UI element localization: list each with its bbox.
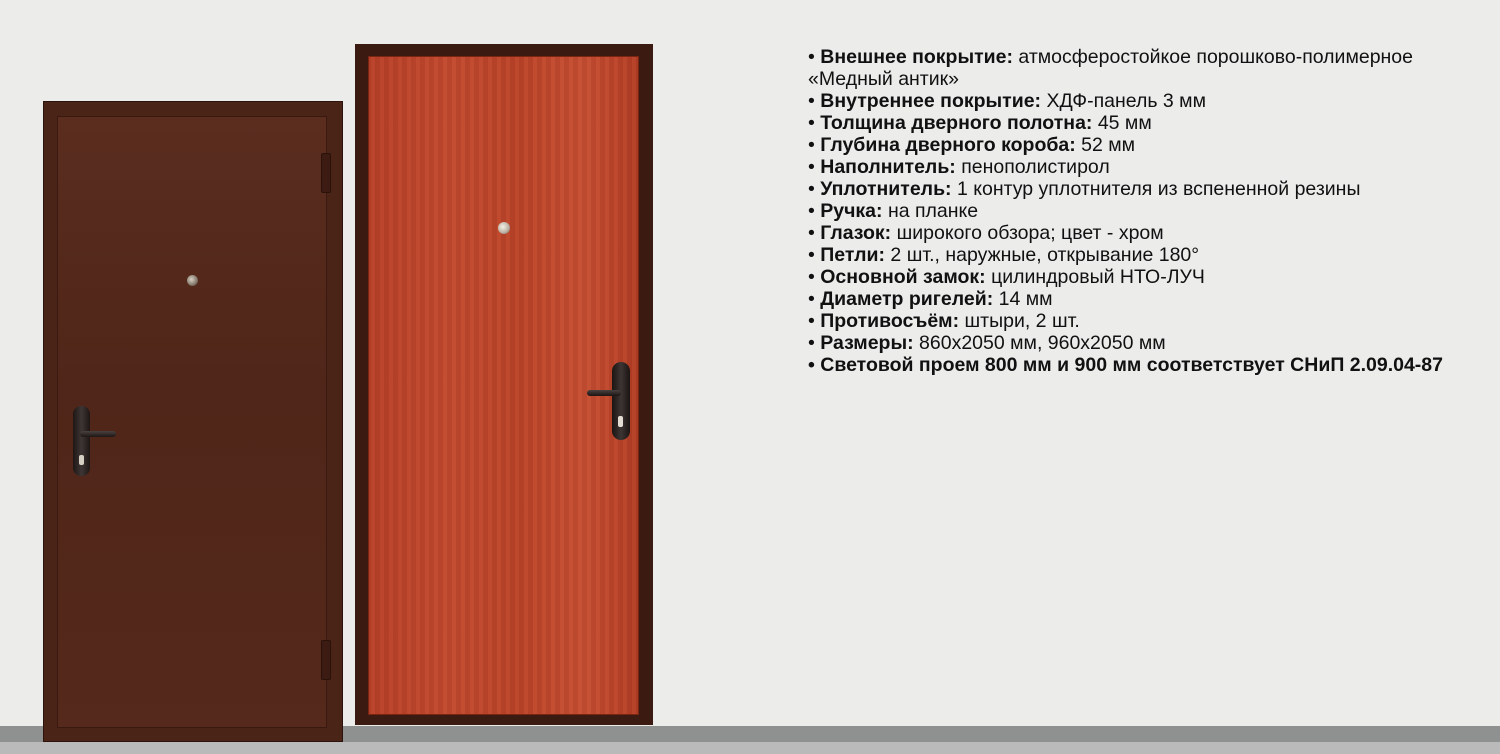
spec-label: Внешнее покрытие: [820,46,1013,68]
hinge-top-icon [321,153,331,193]
spec-value: 1 контур уплотнителя из вспененной резины [951,178,1361,200]
spec-item: • Внутреннее покрытие: ХДФ-панель 3 мм [808,90,1206,112]
spec-value: атмосферостойкое порошково-полимерное «Медный антик» [808,46,1414,90]
handle-plate-icon [612,362,630,440]
compliance-note: • Световой проем 800 мм и 900 мм соответствует СНиП 2.09.04-87 [808,354,1443,376]
door-handle-icon [587,390,621,396]
hinge-bottom-icon [321,640,331,680]
spec-item: • Толщина дверного полотна: 45 мм [808,112,1152,134]
spec-value: пенополистирол [955,156,1110,178]
spec-item: • Противосъём: штыри, 2 шт. [808,310,1080,332]
door-leaf-exterior [57,116,327,728]
keyhole-icon [79,455,84,465]
spec-label: Толщина дверного полотна: [820,112,1093,134]
spec-label: Внутреннее покрытие: [820,90,1042,112]
spec-label: Диаметр ригелей: [820,288,994,310]
spec-item: • Внешнее покрытие: атмосферостойкое порошково-полимерное «Медный антик» [808,46,1414,90]
spec-item: • Глазок: широкого обзора; цвет - хром [808,222,1164,244]
spec-item: • Размеры: 860х2050 мм, 960х2050 мм [808,332,1166,354]
spec-value: 860х2050 мм, 960х2050 мм [913,332,1166,354]
spec-value: на планке [882,200,979,222]
compliance-note-text: Световой проем 800 мм и 900 мм соответствует СНиП 2.09.04-87 [820,354,1443,376]
spec-item: • Уплотнитель: 1 контур уплотнителя из вспененной резины [808,178,1361,200]
peephole-icon [498,222,510,234]
spec-label: Глубина дверного короба: [820,134,1076,156]
peephole-icon [187,275,198,286]
spec-label: Петли: [820,244,886,266]
spec-list [808,46,1478,376]
spec-item: • Наполнитель: пенополистирол [808,156,1110,178]
spec-item: • Ручка: на планке [808,200,979,222]
spec-value: ХДФ-панель 3 мм [1041,90,1206,112]
spec-label: Противосъём: [820,310,960,332]
spec-value: широкого обзора; цвет - хром [891,222,1164,244]
spec-value: 2 шт., наружные, открывание 180° [885,244,1200,266]
door-handle-icon [80,431,116,437]
spec-label: Наполнитель: [820,156,956,178]
spec-item: • Глубина дверного короба: 52 мм [808,134,1136,156]
handle-plate-icon [73,406,90,476]
spec-item: • Петли: 2 шт., наружные, открывание 180° [808,244,1200,266]
spec-label: Ручка: [820,200,883,222]
door-leaf-interior [368,56,639,715]
floor-edge [0,742,1500,754]
spec-label: Размеры: [820,332,914,354]
keyhole-icon [618,416,623,427]
spec-label: Глазок: [820,222,892,244]
spec-item: • Основной замок: цилиндровый НТО-ЛУЧ [808,266,1205,288]
laminate-door-interior [355,44,653,725]
spec-label: Основной замок: [820,266,986,288]
spec-label: Уплотнитель: [820,178,952,200]
spec-value: цилиндровый НТО-ЛУЧ [985,266,1205,288]
spec-value: 52 мм [1075,134,1136,156]
spec-value: штыри, 2 шт. [959,310,1080,332]
spec-value: 45 мм [1092,112,1152,134]
spec-value: 14 мм [993,288,1053,310]
spec-item: • Диаметр ригелей: 14 мм [808,288,1053,310]
